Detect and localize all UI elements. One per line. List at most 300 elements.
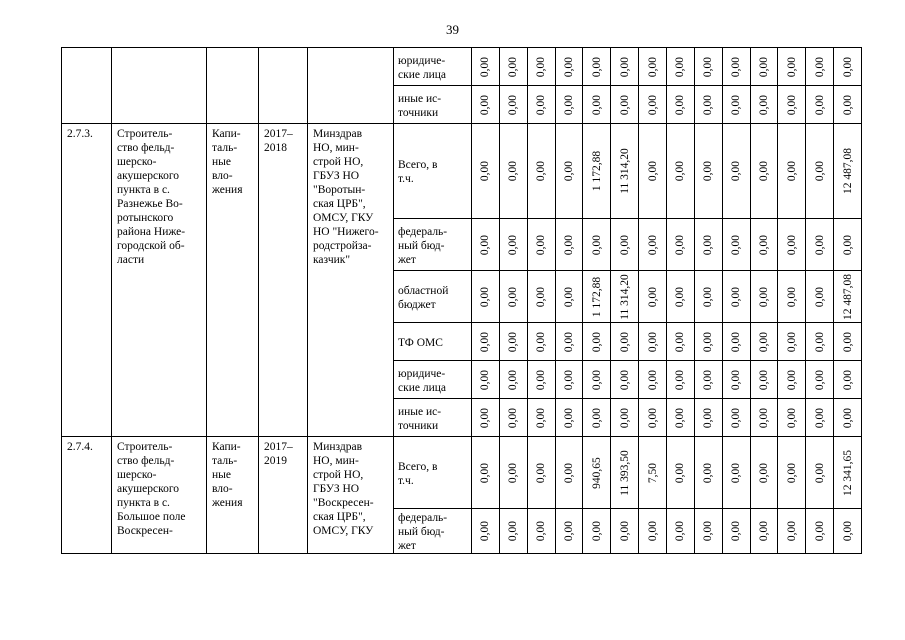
amount-cell xyxy=(834,48,862,86)
amount-cell xyxy=(555,509,583,554)
amount-value: 0,00 xyxy=(507,407,520,428)
amount-cell xyxy=(527,323,555,361)
amount-value: 0,00 xyxy=(674,94,687,115)
amount-cell xyxy=(472,271,500,323)
amount-cell xyxy=(834,509,862,554)
amount-value: 0,00 xyxy=(674,234,687,255)
amount-cell xyxy=(750,86,778,124)
amount-cell xyxy=(611,219,639,271)
amount-cell xyxy=(806,271,834,323)
amount-cell xyxy=(778,399,806,437)
amount-cell xyxy=(778,361,806,399)
amount-value: 0,00 xyxy=(785,286,798,307)
amount-cell xyxy=(527,48,555,86)
amount-value: 0,00 xyxy=(535,520,548,542)
funding-source-cell: юридиче- ские лица xyxy=(394,361,472,399)
amount-value: 11 314,20 xyxy=(618,148,631,194)
amount-value: 0,00 xyxy=(730,56,743,77)
project-period-cell: 2017– 2019 xyxy=(259,437,308,554)
table-row xyxy=(62,48,862,86)
amount-cell xyxy=(778,437,806,509)
amount-value: 0,00 xyxy=(674,160,687,182)
amount-cell xyxy=(639,323,667,361)
amount-value: 0,00 xyxy=(646,56,659,77)
amount-value: 0,00 xyxy=(618,94,631,115)
amount-cell xyxy=(806,219,834,271)
amount-value: 0,00 xyxy=(730,369,743,390)
amount-cell xyxy=(834,361,862,399)
funding-source-cell: областной бюджет xyxy=(394,271,472,323)
amount-cell xyxy=(583,271,611,323)
amount-cell xyxy=(806,399,834,437)
amount-cell xyxy=(611,323,639,361)
amount-cell xyxy=(750,219,778,271)
amount-value: 0,00 xyxy=(730,462,743,483)
amount-value: 0,00 xyxy=(702,520,715,542)
amount-value: 0,00 xyxy=(841,369,854,390)
amount-value: 0,00 xyxy=(590,234,603,255)
amount-cell xyxy=(778,219,806,271)
amount-cell xyxy=(611,86,639,124)
amount-cell xyxy=(778,86,806,124)
amount-cell xyxy=(806,48,834,86)
amount-value: 0,00 xyxy=(535,407,548,428)
amount-cell xyxy=(472,361,500,399)
amount-value: 0,00 xyxy=(563,369,575,390)
funding-source-cell: федераль- ный бюд- жет xyxy=(394,219,472,271)
amount-cell xyxy=(583,399,611,437)
amount-cell xyxy=(694,437,722,509)
amount-cell xyxy=(667,361,695,399)
amount-value: 0,00 xyxy=(618,520,631,542)
amount-cell xyxy=(667,48,695,86)
amount-value: 0,00 xyxy=(813,286,826,307)
amount-cell xyxy=(527,399,555,437)
amount-cell xyxy=(806,361,834,399)
project-type-cell: Капи- таль- ные вло- жения xyxy=(207,124,259,437)
amount-value: 0,00 xyxy=(646,234,659,255)
amount-cell xyxy=(583,509,611,554)
funding-source-cell: Всего, в т.ч. xyxy=(394,124,472,219)
amount-cell xyxy=(750,323,778,361)
amount-value: 0,00 xyxy=(535,160,548,182)
amount-value: 0,00 xyxy=(479,331,492,352)
amount-value: 0,00 xyxy=(535,331,548,352)
amount-cell xyxy=(611,509,639,554)
amount-value: 0,00 xyxy=(507,369,520,390)
project-executor-cell: Минздрав НО, мин- строй НО, ГБУЗ НО "Воскресен- ская ЦРБ", ОМСУ, ГКУ xyxy=(308,437,394,554)
amount-cell xyxy=(834,86,862,124)
amount-cell xyxy=(527,361,555,399)
amount-value: 0,00 xyxy=(702,160,715,182)
amount-value: 0,00 xyxy=(507,160,520,182)
amount-cell xyxy=(834,219,862,271)
amount-cell xyxy=(555,86,583,124)
amount-cell xyxy=(834,437,862,509)
funding-source-cell: федераль- ный бюд- жет xyxy=(394,509,472,554)
amount-cell xyxy=(694,124,722,219)
amount-value: 0,00 xyxy=(674,286,687,307)
amount-cell xyxy=(583,124,611,219)
amount-value: 0,00 xyxy=(758,462,771,483)
amount-cell xyxy=(722,86,750,124)
amount-value: 0,00 xyxy=(618,56,631,77)
amount-value: 0,00 xyxy=(618,331,631,352)
amount-cell xyxy=(639,48,667,86)
amount-value: 0,00 xyxy=(785,407,798,428)
amount-cell xyxy=(499,509,527,554)
amount-cell xyxy=(750,509,778,554)
amount-value: 0,00 xyxy=(785,234,798,255)
amount-cell xyxy=(611,361,639,399)
amount-cell xyxy=(499,219,527,271)
amount-cell xyxy=(583,437,611,509)
amount-cell xyxy=(583,48,611,86)
amount-value: 0,00 xyxy=(479,234,492,255)
amount-value: 0,00 xyxy=(758,520,771,542)
amount-cell xyxy=(667,219,695,271)
project-number-cell xyxy=(62,48,112,124)
amount-value: 0,00 xyxy=(563,234,575,255)
amount-cell xyxy=(499,399,527,437)
amount-cell xyxy=(694,323,722,361)
amount-value: 0,00 xyxy=(646,520,659,542)
amount-cell xyxy=(722,48,750,86)
amount-cell xyxy=(472,124,500,219)
amount-cell xyxy=(778,124,806,219)
amount-value: 0,00 xyxy=(507,94,520,115)
amount-cell xyxy=(583,323,611,361)
project-executor-cell: Минздрав НО, мин- строй НО, ГБУЗ НО "Воротын- ская ЦРБ", ОМСУ, ГКУ НО "Нижего- родстройза- казчик" xyxy=(308,124,394,437)
amount-cell xyxy=(611,48,639,86)
amount-value: 7,50 xyxy=(646,462,659,483)
amount-value: 0,00 xyxy=(730,286,743,307)
page-number: 39 xyxy=(446,22,459,37)
amount-cell xyxy=(834,124,862,219)
funding-source-cell: Всего, в т.ч. xyxy=(394,437,472,509)
amount-value: 0,00 xyxy=(507,331,520,352)
amount-cell xyxy=(499,323,527,361)
amount-cell xyxy=(806,437,834,509)
amount-value: 0,00 xyxy=(646,369,659,390)
amount-value: 0,00 xyxy=(813,462,826,483)
amount-value: 0,00 xyxy=(563,56,575,77)
amount-value: 0,00 xyxy=(702,331,715,352)
amount-value: 0,00 xyxy=(813,56,826,77)
amount-cell xyxy=(639,437,667,509)
amount-value: 0,00 xyxy=(730,160,743,182)
amount-value: 0,00 xyxy=(507,56,520,77)
amount-value: 0,00 xyxy=(535,94,548,115)
project-name-cell: Строитель- ство фельд- шерско- акушерского пункта в с. Большое поле Воскресен- xyxy=(112,437,207,554)
amount-cell xyxy=(499,124,527,219)
amount-cell xyxy=(750,361,778,399)
amount-value: 0,00 xyxy=(702,56,715,77)
amount-value: 0,00 xyxy=(563,520,575,542)
amount-cell xyxy=(555,219,583,271)
amount-value: 0,00 xyxy=(730,331,743,352)
amount-value: 0,00 xyxy=(813,369,826,390)
amount-value: 0,00 xyxy=(758,407,771,428)
amount-cell xyxy=(583,219,611,271)
amount-value: 0,00 xyxy=(813,407,826,428)
amount-cell xyxy=(722,361,750,399)
amount-cell xyxy=(499,361,527,399)
project-number-cell: 2.7.3. xyxy=(62,124,112,437)
amount-value: 0,00 xyxy=(730,94,743,115)
amount-cell xyxy=(750,48,778,86)
amount-cell xyxy=(639,219,667,271)
amount-cell xyxy=(778,48,806,86)
amount-value: 0,00 xyxy=(813,160,826,182)
amount-value: 0,00 xyxy=(785,369,798,390)
amount-value: 0,00 xyxy=(841,520,854,542)
amount-value: 0,00 xyxy=(674,462,687,483)
amount-cell xyxy=(694,48,722,86)
amount-value: 0,00 xyxy=(590,369,603,390)
amount-cell xyxy=(722,124,750,219)
amount-value: 0,00 xyxy=(785,160,798,182)
amount-value: 0,00 xyxy=(507,234,520,255)
amount-cell xyxy=(555,48,583,86)
amount-cell xyxy=(527,509,555,554)
amount-cell xyxy=(611,399,639,437)
project-name-cell xyxy=(112,48,207,124)
amount-value: 0,00 xyxy=(563,331,575,352)
amount-value: 0,00 xyxy=(618,234,631,255)
amount-value: 0,00 xyxy=(563,94,575,115)
amount-value: 0,00 xyxy=(618,407,631,428)
amount-cell xyxy=(667,271,695,323)
amount-cell xyxy=(750,399,778,437)
funding-source-cell: ТФ ОМС xyxy=(394,323,472,361)
amount-cell xyxy=(778,271,806,323)
amount-cell xyxy=(472,86,500,124)
amount-value: 0,00 xyxy=(813,234,826,255)
amount-value: 0,00 xyxy=(674,407,687,428)
amount-value: 0,00 xyxy=(841,56,854,77)
amount-value: 0,00 xyxy=(646,94,659,115)
amount-cell xyxy=(778,323,806,361)
amount-cell xyxy=(722,219,750,271)
amount-value: 0,00 xyxy=(758,56,771,77)
amount-value: 0,00 xyxy=(758,160,771,182)
amount-value: 0,00 xyxy=(758,234,771,255)
amount-cell xyxy=(499,48,527,86)
amount-cell xyxy=(750,271,778,323)
amount-cell xyxy=(834,323,862,361)
amount-cell xyxy=(834,399,862,437)
funding-source-cell: иные ис- точники xyxy=(394,86,472,124)
amount-value: 0,00 xyxy=(702,369,715,390)
amount-cell xyxy=(694,86,722,124)
amount-value: 0,00 xyxy=(702,234,715,255)
amount-value: 0,00 xyxy=(758,331,771,352)
project-period-cell xyxy=(259,48,308,124)
table-row xyxy=(62,437,862,509)
amount-value: 0,00 xyxy=(841,234,854,255)
amount-value: 0,00 xyxy=(535,56,548,77)
amount-value: 0,00 xyxy=(563,286,575,307)
amount-cell xyxy=(667,86,695,124)
amount-value: 0,00 xyxy=(479,407,492,428)
amount-cell xyxy=(527,219,555,271)
amount-cell xyxy=(667,399,695,437)
amount-value: 0,00 xyxy=(813,520,826,542)
amount-value: 1 172,88 xyxy=(590,150,603,192)
project-executor-cell xyxy=(308,48,394,124)
amount-cell xyxy=(472,48,500,86)
amount-cell xyxy=(499,437,527,509)
amount-value: 0,00 xyxy=(590,94,603,115)
amount-cell xyxy=(555,361,583,399)
amount-cell xyxy=(694,219,722,271)
amount-cell xyxy=(472,509,500,554)
amount-value: 0,00 xyxy=(813,331,826,352)
amount-value: 0,00 xyxy=(785,56,798,77)
amount-value: 12 487,08 xyxy=(841,148,854,194)
amount-cell xyxy=(639,271,667,323)
amount-cell xyxy=(555,323,583,361)
amount-value: 0,00 xyxy=(479,462,492,483)
amount-value: 0,00 xyxy=(479,369,492,390)
amount-value: 0,00 xyxy=(618,369,631,390)
amount-cell xyxy=(806,86,834,124)
amount-value: 0,00 xyxy=(535,369,548,390)
amount-cell xyxy=(555,271,583,323)
amount-cell xyxy=(639,399,667,437)
amount-value: 0,00 xyxy=(535,234,548,255)
amount-cell xyxy=(639,509,667,554)
amount-cell xyxy=(722,437,750,509)
amount-cell xyxy=(583,361,611,399)
amount-value: 0,00 xyxy=(758,286,771,307)
amount-value: 0,00 xyxy=(507,286,520,307)
amount-cell xyxy=(527,86,555,124)
amount-cell xyxy=(667,437,695,509)
amount-cell xyxy=(639,361,667,399)
amount-cell xyxy=(555,124,583,219)
amount-cell xyxy=(694,271,722,323)
amount-cell xyxy=(472,399,500,437)
amount-cell xyxy=(750,124,778,219)
amount-cell xyxy=(472,437,500,509)
amount-cell xyxy=(694,509,722,554)
amount-value: 0,00 xyxy=(590,407,603,428)
amount-cell xyxy=(527,124,555,219)
amount-value: 0,00 xyxy=(563,160,575,182)
amount-cell xyxy=(722,509,750,554)
amount-value: 0,00 xyxy=(841,407,854,428)
amount-value: 1 172,88 xyxy=(590,276,603,317)
amount-value: 0,00 xyxy=(479,160,492,182)
amount-value: 0,00 xyxy=(785,462,798,483)
amount-value: 0,00 xyxy=(507,520,520,542)
project-period-cell: 2017– 2018 xyxy=(259,124,308,437)
amount-value: 0,00 xyxy=(646,286,659,307)
amount-value: 0,00 xyxy=(563,407,575,428)
amount-value: 0,00 xyxy=(730,234,743,255)
funding-table xyxy=(61,47,862,554)
amount-cell xyxy=(834,271,862,323)
amount-value: 0,00 xyxy=(479,520,492,542)
amount-value: 11 393,50 xyxy=(618,449,631,496)
project-number-cell: 2.7.4. xyxy=(62,437,112,554)
amount-value: 0,00 xyxy=(785,331,798,352)
amount-value: 940,65 xyxy=(590,456,603,489)
amount-value: 0,00 xyxy=(674,369,687,390)
amount-value: 0,00 xyxy=(479,286,492,307)
amount-cell xyxy=(611,437,639,509)
amount-cell xyxy=(611,271,639,323)
amount-cell xyxy=(611,124,639,219)
amount-value: 0,00 xyxy=(758,94,771,115)
amount-value: 0,00 xyxy=(702,286,715,307)
table-row xyxy=(62,124,862,219)
amount-cell xyxy=(583,86,611,124)
amount-value: 0,00 xyxy=(730,407,743,428)
amount-cell xyxy=(667,509,695,554)
funding-source-cell: юридиче- ские лица xyxy=(394,48,472,86)
project-type-cell xyxy=(207,48,259,124)
project-type-cell: Капи- таль- ные вло- жения xyxy=(207,437,259,554)
funding-source-cell: иные ис- точники xyxy=(394,399,472,437)
amount-value: 12 487,08 xyxy=(841,273,854,320)
amount-value: 0,00 xyxy=(841,94,854,115)
amount-cell xyxy=(472,219,500,271)
amount-cell xyxy=(722,323,750,361)
amount-value: 0,00 xyxy=(702,407,715,428)
amount-cell xyxy=(639,124,667,219)
amount-cell xyxy=(694,399,722,437)
amount-value: 0,00 xyxy=(479,94,492,115)
amount-value: 0,00 xyxy=(590,56,603,77)
amount-cell xyxy=(639,86,667,124)
amount-value: 0,00 xyxy=(813,94,826,115)
amount-cell xyxy=(499,86,527,124)
amount-value: 0,00 xyxy=(674,520,687,542)
amount-cell xyxy=(667,323,695,361)
amount-cell xyxy=(667,124,695,219)
amount-value: 0,00 xyxy=(646,407,659,428)
amount-value: 0,00 xyxy=(785,94,798,115)
amount-cell xyxy=(694,361,722,399)
amount-value: 0,00 xyxy=(479,56,492,77)
amount-value: 12 341,65 xyxy=(841,449,854,496)
amount-value: 0,00 xyxy=(507,462,520,483)
amount-value: 0,00 xyxy=(730,520,743,542)
amount-value: 0,00 xyxy=(646,331,659,352)
amount-value: 0,00 xyxy=(535,462,548,483)
amount-value: 0,00 xyxy=(674,331,687,352)
amount-value: 0,00 xyxy=(702,94,715,115)
amount-value: 0,00 xyxy=(758,369,771,390)
amount-cell xyxy=(555,437,583,509)
amount-value: 11 314,20 xyxy=(618,273,631,320)
amount-cell xyxy=(555,399,583,437)
amount-value: 0,00 xyxy=(563,462,575,483)
amount-cell xyxy=(806,124,834,219)
amount-cell xyxy=(806,323,834,361)
amount-cell xyxy=(527,271,555,323)
amount-cell xyxy=(806,509,834,554)
amount-value: 0,00 xyxy=(590,520,603,542)
amount-value: 0,00 xyxy=(535,286,548,307)
amount-cell xyxy=(472,323,500,361)
amount-value: 0,00 xyxy=(646,160,659,182)
amount-cell xyxy=(527,437,555,509)
amount-value: 0,00 xyxy=(785,520,798,542)
